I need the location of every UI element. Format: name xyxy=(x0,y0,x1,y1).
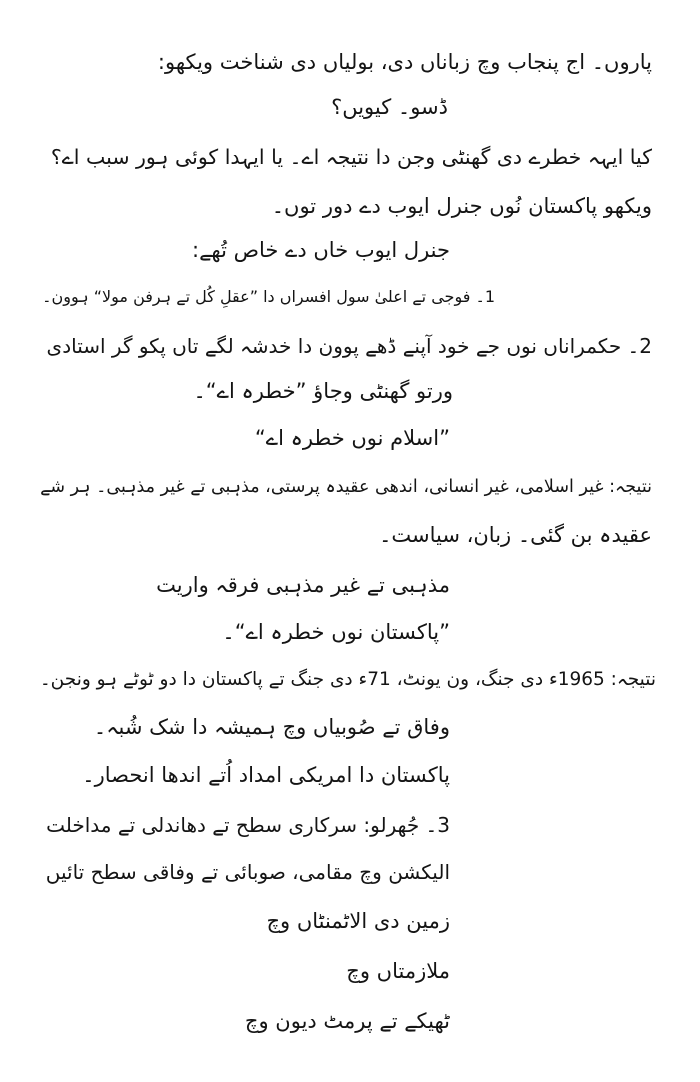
text-line: نتیجہ: غیر اسلامی، غیر انسانی، اندھی عقیدہ پرستی، مذہبی تے غیر مذہبی۔ ہر شے xyxy=(40,477,652,497)
text-line: ویکھو پاکستان نُوں جنرل ایوب دے دور توں۔ xyxy=(271,194,652,218)
text-line: نتیجہ: 1965ء دی جنگ، ون یونٹ، 71ء دی جنگ تے پاکستان دا دو ٹوٹے ہو ونجن۔ xyxy=(39,669,656,690)
text-line: عقیدہ بن گئی۔ زبان، سیاست۔ xyxy=(379,523,652,547)
text-line: مذہبی تے غیر مذہبی فرقہ واریت xyxy=(156,573,450,597)
text-line: ڈسو۔ کیویں؟ xyxy=(331,95,448,119)
text-line: کیا ایہہ خطرے دی گھنٹی وجن دا نتیجہ اے۔ یا ایہدا کوئی ہور سبب اے؟ xyxy=(50,145,652,169)
list-item: 1۔ فوجی تے اعلیٰ سول افسراں دا ”عقلِ کُل تے ہرفن مولا“ ہوون۔ xyxy=(42,287,495,306)
text-line: ”اسلام نوں خطرہ اے“ xyxy=(254,426,450,450)
text-line: پاکستان دا امریکی امداد اُتے اندھا انحصار۔ xyxy=(82,763,450,787)
text-line: جنرل ایوب خاں دے خاص تُھے: xyxy=(192,238,450,262)
list-item: 2۔ حکمراناں نوں جے خود آپنے ڈھے پوون دا خدشہ لگے تاں پکو گر استادی xyxy=(46,334,652,358)
text-line: ملازمتاں وچ xyxy=(346,959,450,983)
text-line: وفاق تے صُوبیاں وچ ہمیشہ دا شک شُبہ۔ xyxy=(93,715,450,739)
text-line: ٹھیکے تے پرمٹ دیون وچ xyxy=(244,1009,450,1033)
text-line: پاروں۔ اج پنجاب وچ زباناں دی، بولیاں دی شناخت ویکھو: xyxy=(157,50,652,74)
list-item: 3۔ جُھرلو: سرکاری سطح تے دھاندلی تے مداخلت xyxy=(46,813,450,837)
text-line: زمین دی الاٹمنٹاں وچ xyxy=(266,909,450,933)
text-line: ”پاکستان نوں خطرہ اے“۔ xyxy=(222,620,450,644)
text-line: الیکشن وچ مقامی، صوبائی تے وفاقی سطح تائیں xyxy=(45,860,450,884)
text-line: ورتو گھنٹی وجاؤ ”خطرہ اے“۔ xyxy=(193,379,453,403)
